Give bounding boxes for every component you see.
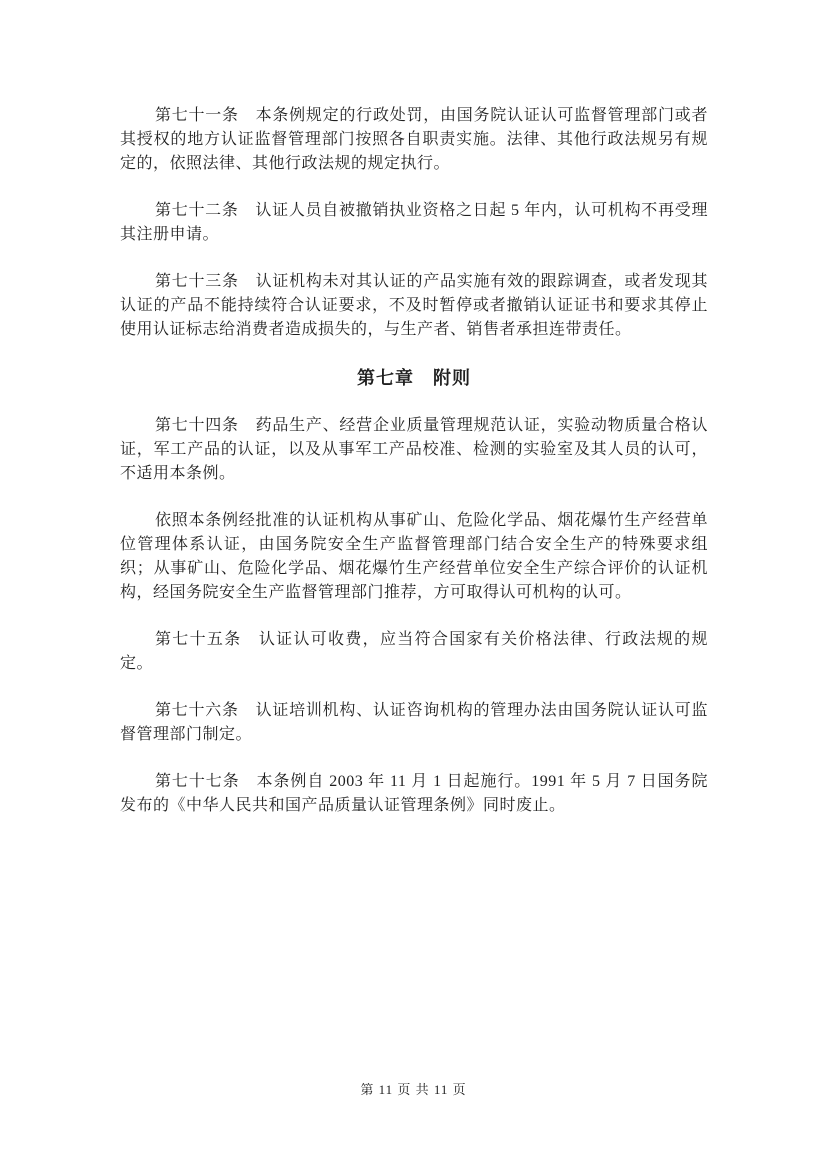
article-73-paragraph: 第七十三条 认证机构未对其认证的产品实施有效的跟踪调查，或者发现其认证的产品不能持续符合认证要求，不及时暂停或者撤销认证证书和要求其停止使用认证标志给消费者造成损失的，与生产者、销售者承担连带责任。	[120, 273, 708, 338]
chapter-heading: 第七章 附则	[357, 368, 471, 388]
article-74-paragraph-2: 依照本条例经批准的认证机构从事矿山、危险化学品、烟花爆竹生产经营单位管理体系认证，由国务院安全生产监督管理部门结合安全生产的特殊要求组织；从事矿山、危险化学品、烟花爆竹生产经营单位安全生产综合评价的认证机构，经国务院安全生产监督管理部门推荐，方可取得认可机构的认可。	[120, 512, 708, 601]
article-75-paragraph: 第七十五条 认证认可收费，应当符合国家有关价格法律、行政法规的规定。	[120, 631, 708, 672]
article-71-paragraph: 第七十一条 本条例规定的行政处罚，由国务院认证认可监督管理部门或者其授权的地方认证监督管理部门按照各自职责实施。法律、其他行政法规另有规定的，依照法律、其他行政法规的规定执行。	[120, 107, 708, 172]
article-77-paragraph: 第七十七条 本条例自 2003 年 11 月 1 日起施行。1991 年 5 月 7 日国务院发布的《中华人民共和国产品质量认证管理条例》同时废止。	[120, 773, 708, 814]
document-body	[120, 104, 708, 841]
article-74-paragraph: 第七十四条 药品生产、经营企业质量管理规范认证，实验动物质量合格认证，军工产品的认证，以及从事军工产品校准、检测的实验室及其人员的认可，不适用本条例。	[120, 417, 708, 482]
page-number-footer: 第 11 页 共 11 页	[360, 1082, 467, 1097]
article-72-paragraph: 第七十二条 认证人员自被撤销执业资格之日起 5 年内，认可机构不再受理其注册申请。	[120, 202, 708, 243]
article-76-paragraph: 第七十六条 认证培训机构、认证咨询机构的管理办法由国务院认证认可监督管理部门制定。	[120, 702, 708, 743]
